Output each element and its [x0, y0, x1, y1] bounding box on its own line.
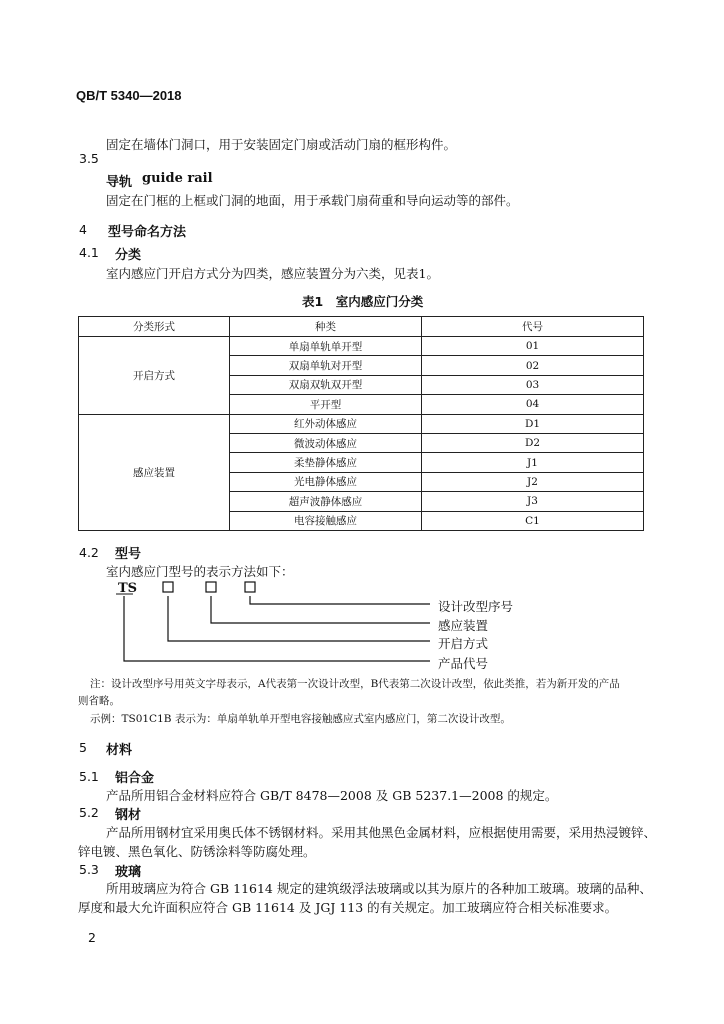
sec52-title: 钢材 [115, 808, 142, 823]
sec42-text: 室内感应门型号的表示方法如下： [106, 564, 294, 579]
row-kind: 电容接触感应 [230, 511, 422, 530]
sec52-line2: 锌电镀、黑色氧化、防锈涂料等防腐处理。 [78, 844, 316, 859]
row-kind: 光电静体感应 [230, 472, 422, 491]
row-kind: 柔垫静体感应 [230, 453, 422, 472]
note-line1: 注：设计改型序号用英文字母表示，A代表第一次设计改型，B代表第二次设计改型，依此类推，若为新开发的产品 [90, 678, 620, 690]
sec53-number: 5.3 [79, 862, 99, 877]
sec42-number: 4.2 [79, 545, 99, 560]
row-code: 03 [422, 375, 644, 394]
sec35-title-cn: 导轨 [106, 175, 133, 190]
box-opening [163, 582, 173, 592]
row-kind: 红外动体感应 [230, 414, 422, 433]
sec41-number: 4.1 [79, 245, 99, 260]
sec41-text: 室内感应门开启方式分为四类，感应装置分为六类，见表1。 [106, 266, 439, 281]
header-kind: 种类 [230, 317, 422, 337]
sec52-line1: 产品所用钢材宜采用奥氏体不锈钢材料。采用其他黑色金属材料，应根据使用需要，采用热浸镀锌、 [106, 825, 657, 840]
row-code: C1 [422, 511, 644, 530]
row-code: D2 [422, 433, 644, 452]
sec53-line2: 厚度和最大允许面积应符合 GB 11614 及 JGJ 113 的有关规定。加工玻璃应符合相关标准要求。 [78, 900, 618, 915]
row-code: J2 [422, 472, 644, 491]
table-caption: 表1 室内感应门分类 [302, 294, 424, 309]
group-opening: 开启方式 [79, 337, 230, 415]
sec53-line1: 所用玻璃应为符合 GB 11614 规定的建筑级浮法玻璃或以其为原片的各种加工玻璃。玻璃的品种、 [106, 881, 652, 896]
label-revision: 设计改型序号 [438, 599, 514, 614]
label-sensor: 感应装置 [438, 618, 489, 633]
example-text: 示例：TS01C1B 表示为：单扇单轨单开型电容接触感应式室内感应门，第二次设计改型。 [90, 713, 511, 725]
row-code: 02 [422, 356, 644, 375]
sec33-text: 固定在墙体门洞口，用于安装固定门扇或活动门扇的框形构件。 [106, 137, 457, 152]
row-kind: 平开型 [230, 395, 422, 414]
label-opening: 开启方式 [438, 636, 489, 651]
sec5-title: 材料 [106, 743, 133, 758]
sec35-number: 3.5 [79, 151, 99, 166]
line-revision [250, 596, 430, 604]
model-prefix: TS [118, 581, 138, 596]
row-kind: 超声波静体感应 [230, 492, 422, 511]
line-product-code [124, 596, 430, 661]
box-sensor [206, 582, 216, 592]
header-category: 分类形式 [79, 317, 230, 337]
row-kind: 微波动体感应 [230, 433, 422, 452]
row-kind: 双扇双轨双开型 [230, 375, 422, 394]
sec51-number: 5.1 [79, 769, 99, 784]
label-product-code: 产品代号 [438, 656, 489, 671]
sec35-title-en: guide rail [142, 171, 213, 186]
sec4-number: 4 [79, 222, 87, 237]
row-kind: 双扇单轨对开型 [230, 356, 422, 375]
row-code: J3 [422, 492, 644, 511]
sec41-title: 分类 [115, 248, 142, 263]
line-opening [168, 596, 430, 641]
sec4-title: 型号命名方法 [108, 225, 187, 240]
row-code: 01 [422, 337, 644, 356]
group-sensor: 感应装置 [79, 414, 230, 530]
line-sensor [211, 596, 430, 623]
header-code: 代号 [422, 317, 644, 337]
sec51-title: 铝合金 [115, 771, 155, 786]
row-code: 04 [422, 395, 644, 414]
note-line2: 则省略。 [78, 695, 120, 707]
sec51-text: 产品所用铝合金材料应符合 GB/T 8478—2008 及 GB 5237.1—2008 的规定。 [106, 788, 558, 803]
row-kind: 单扇单轨单开型 [230, 337, 422, 356]
box-revision [245, 582, 255, 592]
page-number: 2 [88, 930, 96, 945]
sec35-text: 固定在门框的上框或门洞的地面，用于承载门扇荷重和导向运动等的部件。 [106, 193, 519, 208]
row-code: J1 [422, 453, 644, 472]
sec53-title: 玻璃 [115, 865, 142, 880]
sec5-number: 5 [79, 740, 87, 755]
sec52-number: 5.2 [79, 805, 99, 820]
row-code: D1 [422, 414, 644, 433]
sec42-title: 型号 [115, 547, 142, 562]
standard-number: QB/T 5340—2018 [76, 88, 182, 103]
